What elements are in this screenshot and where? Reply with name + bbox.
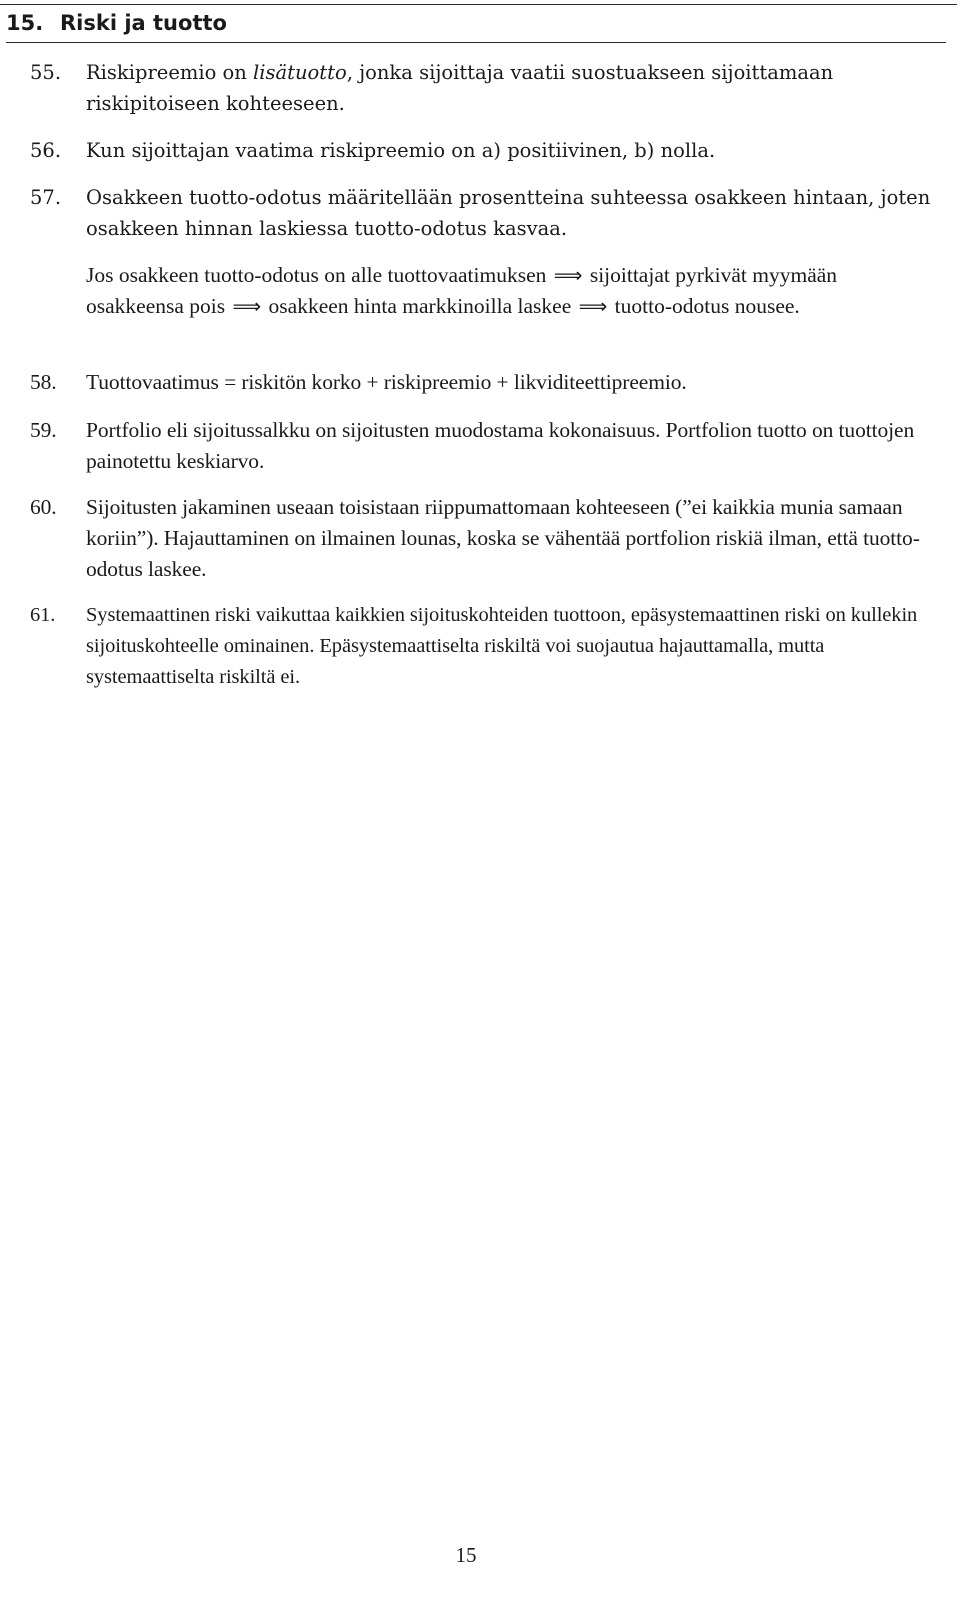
- list-item-60: [30, 492, 940, 585]
- list-item-55: [30, 57, 940, 119]
- list-item-56: [30, 135, 940, 166]
- item-number: 55.: [30, 61, 62, 84]
- implies-arrow-icon: ⟹: [232, 294, 262, 318]
- item-text: Riskipreemio on lisätuotto, jonka sijoittaja vaatii suostuakseen sijoittamaan riskipitoiseen kohteeseen.: [86, 61, 834, 115]
- implies-arrow-icon: ⟹: [553, 263, 583, 287]
- item-text: Kun sijoittajan vaatima riskipreemio on a) positiivinen, b) nolla.: [86, 139, 716, 162]
- page-number: 15: [455, 1543, 477, 1567]
- item-number: 61.: [30, 604, 56, 626]
- top-rule: [0, 4, 957, 5]
- item-text: Osakkeen tuotto-odotus määritellään prosentteina suhteessa osakkeen hintaan, joten osakkeen hinnan laskiessa tuotto-odotus kasvaa.: [86, 186, 931, 240]
- list-item-58: [30, 367, 940, 398]
- list-item-61: [30, 600, 940, 693]
- section-heading: [6, 8, 946, 43]
- item-number: 60.: [30, 495, 57, 519]
- item-57-continuation: Jos osakkeen tuotto-odotus on alle tuottovaatimuksen ⟹ sijoittajat pyrkivät myymään osakkeensa pois ⟹ osakkeen hinta markkinoilla laskee ⟹ tuotto-odotus nousee.: [86, 260, 940, 322]
- item-number: 57.: [30, 186, 62, 209]
- item-text: Tuottovaatimus = riskitön korko + riskipreemio + likviditeettipreemio.: [86, 370, 687, 394]
- item-number: 58.: [30, 370, 57, 394]
- item-text: Sijoitusten jakaminen useaan toisistaan riippumattomaan kohteeseen (”ei kaikkia munia samaan koriin”). Hajauttaminen on ilmainen lounas, koska se vähentää portfolion riskiä ilman, että tuotto-odotus laskee.: [86, 495, 920, 581]
- emphasis-text: lisätuotto: [253, 61, 347, 84]
- section-number: 15.: [6, 11, 44, 35]
- list-item-59: [30, 415, 940, 477]
- item-text: Systemaattinen riski vaikuttaa kaikkien sijoituskohteiden tuottoon, epäsystemaattinen riski on kullekin sijoituskohteelle ominainen. Epäsystemaattiselta riskiltä voi suojautua hajauttamalla, mutta systemaattiselta riskiltä ei.: [86, 604, 918, 688]
- item-number: 56.: [30, 139, 62, 162]
- list-item-57: [30, 182, 940, 244]
- implies-arrow-icon: ⟹: [578, 294, 608, 318]
- section-title: Riski ja tuotto: [60, 11, 227, 35]
- item-text: Portfolio eli sijoitussalkku on sijoitusten muodostama kokonaisuus. Portfolion tuotto on tuottojen painotettu keskiarvo.: [86, 418, 915, 473]
- item-number: 59.: [30, 418, 57, 442]
